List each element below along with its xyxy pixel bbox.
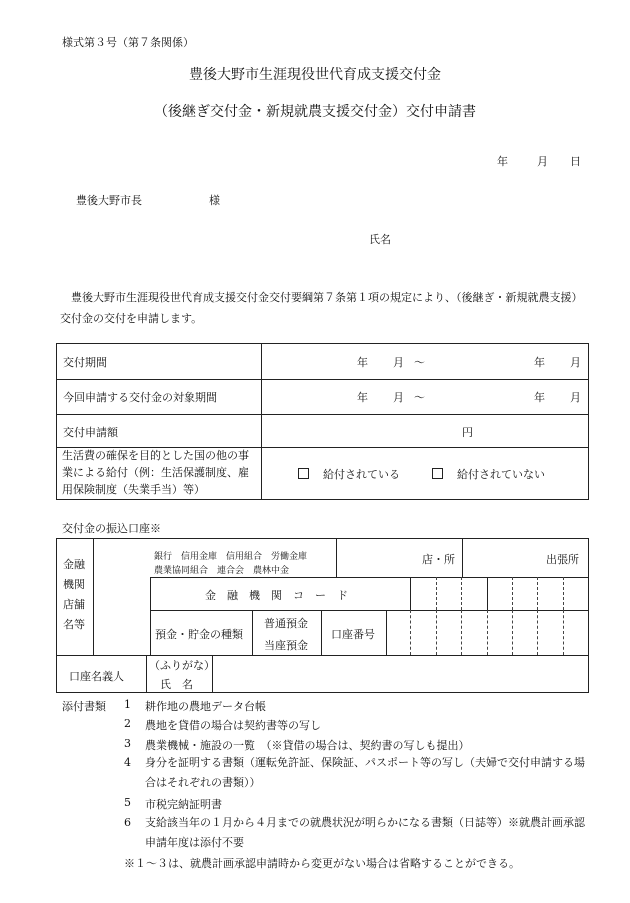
attachment-text-2: 農地を貸借の場合は契約書等の写し [145,719,321,732]
checkbox-not-received[interactable] [432,468,443,479]
option-not-received[interactable]: 給付されていない [432,466,545,482]
attachment-text-1: 耕作地の農地データ台帳 [145,700,266,713]
row1-month: 月 [393,356,404,369]
attachment-num-4: 4 [124,756,131,769]
attachment-text-3: 農業機械・施設の一覧 （※貸借の場合は、契約書の写しも提出） [145,739,470,752]
date-month: 月 [537,155,548,168]
ordinary-deposit: 普通預金 [264,617,308,630]
date-year: 年 [497,155,508,168]
option-received[interactable]: 給付されている [298,466,400,482]
row1-year-end: 年 [534,356,545,369]
row2-month: 月 [393,391,404,404]
bank-table [56,538,589,693]
attachment-text-4: 身分を証明する書類（運転免許証、保険証、パスポート等の写し（夫婦で交付申請する場合はそれぞれの書類）） [145,756,585,789]
attachment-text-6: 支給該当年の１月から４月までの就農状況が明らかになる書類（日誌等）※就農計画承認申請年度は添付不要 [145,816,585,849]
attachment-num-2: 2 [124,717,131,730]
form-number: 様式第３号（第７条関係） [62,36,194,49]
account-holder-label: 口座名義人 [69,670,124,683]
branch-office-label: 出張所 [546,553,579,566]
date-day: 日 [570,155,581,168]
row3-unit: 円 [462,426,473,439]
row1-year: 年 [357,356,368,369]
row-grant-period-label: 交付期間 [63,356,107,369]
attachment-num-6: 6 [124,816,131,829]
title-line-1: 豊後大野市生涯現役世代育成支援交付金 [189,67,441,83]
institution-types-2: 農業協同組合 連合会 農林中金 [154,566,290,576]
intro-text: 豊後大野市生涯現役世代育成支援交付金交付要綱第７条第１項の規定により、（後継ぎ・新規就農支援）交付金の交付を申請します。 [60,291,583,325]
attachment-text-5: 市税完納証明書 [145,798,222,811]
row2-month-end: 月 [570,391,581,404]
row2-year-end: 年 [534,391,545,404]
attachment-num-5: 5 [124,796,131,809]
attachment-num-1: 1 [124,698,131,711]
attachment-num-3: 3 [124,737,131,750]
attachments-label: 添付書類 [62,700,106,713]
current-deposit: 当座預金 [264,639,308,652]
title-line-2: （後継ぎ交付金・新規就農支援交付金）交付申請書 [154,104,476,120]
addressee-honorific: 様 [209,194,220,207]
checkbox-received[interactable] [298,468,309,479]
deposit-type-label: 預金・貯金の種類 [155,628,243,641]
bank-section-title: 交付金の振込口座※ [62,522,161,535]
row1-wave: ～ [414,356,425,369]
branch-label: 店・所 [422,553,455,566]
row2-year: 年 [357,391,368,404]
row2-wave: ～ [414,391,425,404]
furigana-label: （ふりがな） [149,659,215,672]
institution-types-1: 銀行 信用金庫 信用組合 労働金庫 [154,552,308,562]
row-other-benefits-label: 生活費の確保を目的とした国の他の事業による給付（例：生活保護制度、雇用保険制度（失業手当）等） [62,449,249,496]
row-amount-label: 交付申請額 [63,426,118,439]
applicant-name-label: 氏名 [369,233,391,246]
bank-code-label: 金 融 機 関 コ ー ド [205,589,348,602]
row1-month-end: 月 [570,356,581,369]
bank-institution-label: 金融機関店舗名等 [63,558,85,631]
holder-name-label: 氏 名 [160,678,193,691]
row-target-period-label: 今回申請する交付金の対象期間 [63,391,217,404]
account-number-label: 口座番号 [331,628,375,641]
attachments-note: ※１～３は、就農計画承認申請時から変更がない場合は省略することができる。 [124,857,520,870]
addressee-name: 豊後大野市長 [76,194,142,207]
